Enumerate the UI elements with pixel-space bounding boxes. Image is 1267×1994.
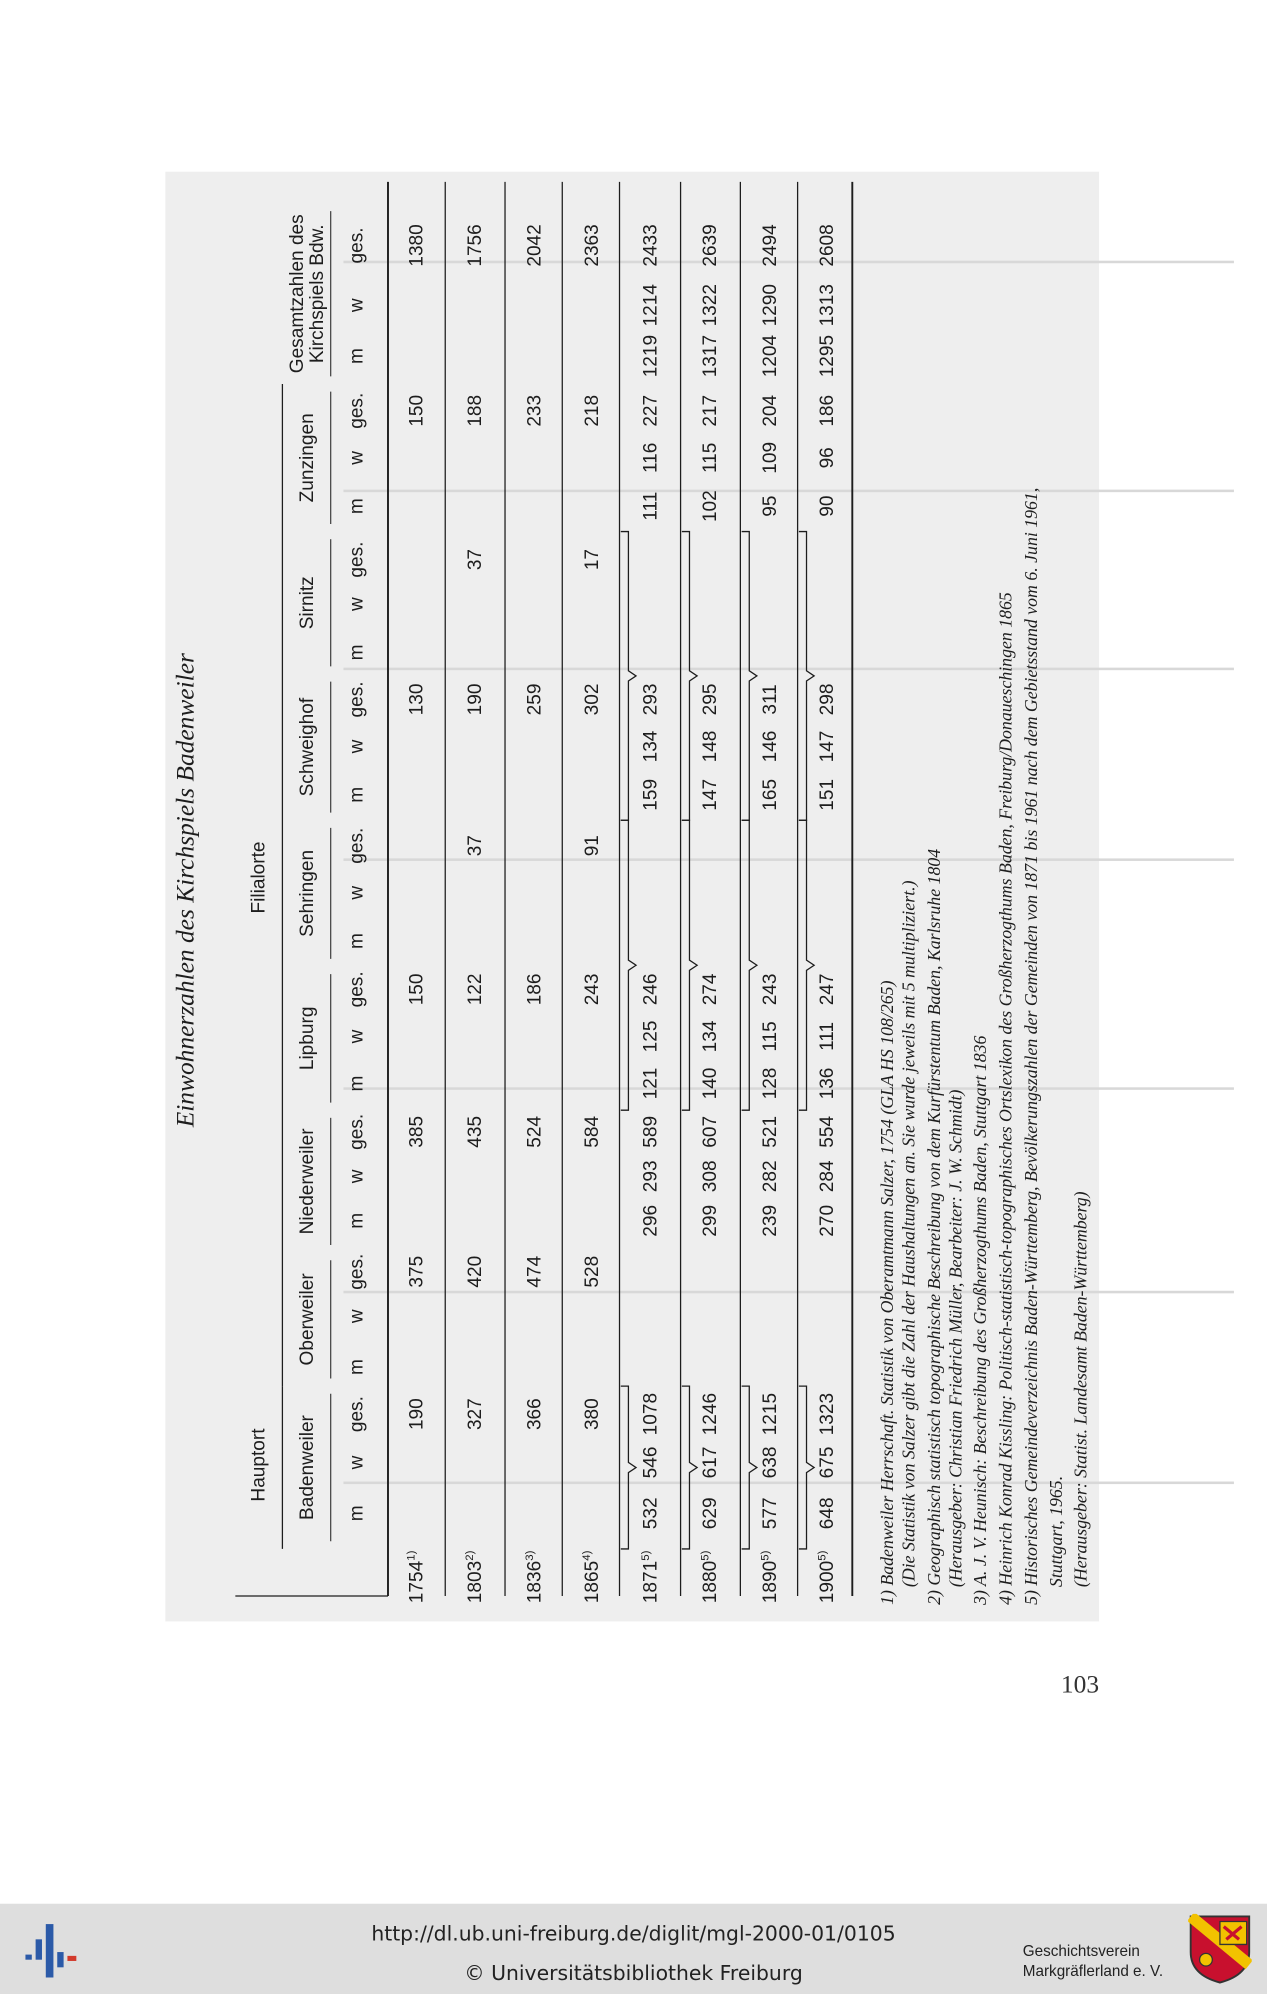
cell-lip-m: 140 xyxy=(700,1067,722,1100)
footer-bar xyxy=(0,1904,1267,1994)
cell-zun-m: 95 xyxy=(759,495,781,517)
coat-of-arms-icon xyxy=(1188,1914,1252,1985)
merge-bracket xyxy=(799,532,814,821)
cell-schw-g: 302 xyxy=(581,683,603,716)
row-year-1836: 1836$^{3)}$ xyxy=(524,1550,546,1604)
subheader-m: m xyxy=(346,1359,368,1376)
row-year-1880: 1880$^{5)}$ xyxy=(699,1550,722,1604)
subheader-m: m xyxy=(346,1075,368,1092)
row-footnote-ref: 5) xyxy=(639,1550,652,1561)
subheader-ges: ges. xyxy=(346,1253,368,1290)
cell-lip-w: 115 xyxy=(759,1021,781,1052)
row-footnote-ref: 4) xyxy=(581,1550,594,1561)
org-name-line1: Geschichtsverein xyxy=(1022,1941,1140,1960)
subheader-w: w xyxy=(346,1455,368,1470)
cell-lip-g: 243 xyxy=(581,973,603,1006)
cell-ges-m: 1317 xyxy=(700,334,722,378)
cell-ges-w: 1313 xyxy=(817,284,839,327)
cell-lip-w: 111 xyxy=(817,1021,839,1051)
cell-nieder-g: 584 xyxy=(581,1115,603,1148)
cell-ober-g: 528 xyxy=(581,1255,603,1288)
column-header-sir: Sirnitz xyxy=(296,576,318,630)
cell-ges-m: 1204 xyxy=(759,334,781,378)
cell-ges-w: 1322 xyxy=(700,284,722,327)
cell-ges-m: 1295 xyxy=(817,334,839,378)
footnote-1: 1) Badenweiler Herrschaft. Statistik von Oberamtmann Salzer, 1754 (GLA HS 108/265) xyxy=(877,980,898,1605)
merge-bracket xyxy=(621,820,636,1110)
org-name-line2: Markgräflerland e. V. xyxy=(1022,1962,1164,1981)
cell-zun-m: 102 xyxy=(700,490,722,523)
cell-zun-g: 188 xyxy=(464,394,486,427)
row-footnote-ref: 5) xyxy=(699,1550,712,1561)
cell-ges-g: 1756 xyxy=(464,224,486,267)
cell-lip-w: 134 xyxy=(700,1020,722,1053)
row-year-1871: 1871$^{5)}$ xyxy=(639,1550,662,1604)
cell-nieder-m: 299 xyxy=(700,1204,722,1237)
cell-ges-m: 1219 xyxy=(640,334,662,378)
subheader-m: m xyxy=(346,498,368,515)
cell-nieder-m: 296 xyxy=(640,1204,662,1237)
merge-bracket xyxy=(799,820,814,1110)
cell-nieder-g: 435 xyxy=(464,1115,486,1148)
cell-bad-w: 617 xyxy=(700,1446,722,1479)
column-header-nieder: Niederweiler xyxy=(296,1128,318,1235)
cell-bad-w: 546 xyxy=(640,1446,662,1479)
footnote-9: (Herausgeber: Statist. Landesamt Baden-Württemberg) xyxy=(1070,1191,1091,1588)
cell-sir-g: 37 xyxy=(464,548,486,571)
cell-lip-g: 247 xyxy=(817,973,839,1006)
row-footnote-ref: 5) xyxy=(816,1550,829,1561)
footnote-8: Stuttgart, 1965. xyxy=(1046,1475,1067,1588)
cell-schw-g: 298 xyxy=(817,683,839,716)
subheader-w: w xyxy=(346,1029,368,1044)
cell-ges-g: 1380 xyxy=(406,224,428,267)
cell-lip-m: 121 xyxy=(640,1067,662,1100)
footer-url-link[interactable]: http://dl.ub.uni-freiburg.de/diglit/mgl-2000-01/0105 xyxy=(371,1921,896,1946)
cell-zun-w: 115 xyxy=(700,442,722,474)
cell-nieder-g: 524 xyxy=(524,1115,546,1148)
footnote-7: 5) Historisches Gemeindeverzeichnis Baden-Württemberg, Bevölkerungszahlen der Gemeinden von 1871 bis 1961 nach dem Gebietsstand vom 6. Juni 1961, xyxy=(1020,487,1041,1605)
subheader-m: m xyxy=(346,644,368,661)
cell-ober-g: 375 xyxy=(406,1255,428,1288)
cell-lip-g: 186 xyxy=(524,973,546,1006)
cell-lip-m: 136 xyxy=(817,1067,839,1100)
column-header-gesamt-line2: Kirchspiels Bdw. xyxy=(307,224,329,364)
cell-schw-w: 134 xyxy=(640,730,662,763)
cell-bad-w: 675 xyxy=(817,1446,839,1479)
cell-bad-m: 629 xyxy=(700,1497,722,1530)
subheader-ges: ges. xyxy=(346,827,368,864)
cell-seh-g: 37 xyxy=(464,835,486,857)
org-name xyxy=(1023,1941,1163,1982)
subheader-ges: ges. xyxy=(346,681,368,718)
cell-nieder-w: 293 xyxy=(640,1160,662,1193)
footnote-6: 4) Heinrich Konrad Kissling: Politisch-statistisch-topographisches Ortslexikon des Großherzogthums Baden, Freiburg/Donaueschingen 1865 xyxy=(995,592,1016,1605)
cell-bad-g: 1078 xyxy=(640,1392,662,1436)
row-footnote-ref: 1) xyxy=(405,1550,418,1561)
merge-bracket xyxy=(682,820,697,1110)
cell-schw-g: 295 xyxy=(700,683,722,716)
cell-bad-g: 1246 xyxy=(700,1392,722,1436)
footnote-4: (Herausgeber: Christian Friedrich Müller, Bearbeiter: J. W. Schmidt) xyxy=(945,1089,966,1588)
cell-lip-g: 246 xyxy=(640,973,662,1006)
cell-zun-g: 204 xyxy=(759,394,781,427)
subheader-w: w xyxy=(346,885,368,900)
row-year-1803: 1803$^{2)}$ xyxy=(464,1550,486,1604)
cell-zun-w: 96 xyxy=(817,447,839,469)
cell-zun-m: 90 xyxy=(817,495,839,517)
subheader-m: m xyxy=(346,1505,368,1522)
merge-bracket xyxy=(742,820,757,1110)
cell-nieder-g: 554 xyxy=(817,1115,839,1148)
cell-lip-g: 243 xyxy=(759,973,781,1006)
cell-ges-g: 2639 xyxy=(700,224,722,267)
cell-lip-m: 128 xyxy=(759,1067,781,1100)
cell-lip-w: 125 xyxy=(640,1020,662,1053)
subheader-ges: ges. xyxy=(346,971,368,1008)
cell-schw-m: 147 xyxy=(700,778,722,811)
row-year-1754: 1754$^{1)}$ xyxy=(405,1550,428,1604)
cell-lip-g: 274 xyxy=(700,973,722,1006)
cell-nieder-g: 589 xyxy=(640,1115,662,1148)
subheader-m: m xyxy=(346,348,368,365)
cell-nieder-w: 282 xyxy=(759,1160,781,1193)
row-footnote-ref: 3) xyxy=(524,1550,537,1561)
cell-zun-g: 233 xyxy=(524,394,546,427)
cell-schw-w: 147 xyxy=(817,730,839,763)
cell-bad-m: 648 xyxy=(817,1497,839,1530)
cell-zun-w: 109 xyxy=(759,441,781,474)
cell-nieder-m: 239 xyxy=(759,1204,781,1237)
cell-nieder-w: 284 xyxy=(817,1160,839,1193)
merge-bracket xyxy=(742,532,757,821)
subheader-w: w xyxy=(346,1309,368,1324)
subheader-m: m xyxy=(346,786,368,803)
subheader-ges: ges. xyxy=(346,541,368,578)
cell-ober-g: 474 xyxy=(524,1255,546,1288)
merge-bracket xyxy=(682,1386,697,1549)
cell-schw-m: 159 xyxy=(640,778,662,811)
cell-nieder-m: 270 xyxy=(817,1204,839,1237)
cell-zun-w: 116 xyxy=(640,442,662,474)
row-footnote-ref: 5) xyxy=(759,1550,772,1561)
column-header-lip: Lipburg xyxy=(296,1006,318,1071)
cell-bad-g: 190 xyxy=(406,1398,428,1431)
footnote-3: 2) Geographisch statistisch topographische Beschreibung von dem Kurfürstentum Baden, Karlsruhe 1804 xyxy=(924,848,945,1605)
cell-lip-g: 122 xyxy=(464,973,486,1006)
subheader-w: w xyxy=(346,739,368,754)
cell-bad-m: 577 xyxy=(759,1497,781,1530)
cell-schw-w: 148 xyxy=(700,730,722,763)
cell-lip-g: 150 xyxy=(406,973,428,1006)
subheader-m: m xyxy=(346,1212,368,1229)
merge-bracket xyxy=(799,1386,814,1549)
table-title: Einwohnerzahlen des Kirchspiels Badenweiler xyxy=(170,653,200,1128)
group-header-filialorte: Filialorte xyxy=(248,841,270,914)
cell-ges-g: 2433 xyxy=(640,224,662,267)
row-year-1865: 1865$^{4)}$ xyxy=(581,1550,603,1604)
cell-schw-g: 259 xyxy=(524,683,546,716)
column-header-bad: Badenweiler xyxy=(296,1415,318,1520)
row-year-1890: 1890$^{5)}$ xyxy=(759,1550,781,1604)
page-number: 103 xyxy=(1060,1671,1100,1699)
cell-nieder-g: 521 xyxy=(759,1115,781,1148)
cell-nieder-g: 385 xyxy=(406,1115,428,1148)
cell-bad-g: 366 xyxy=(524,1398,546,1431)
merge-bracket xyxy=(621,532,636,821)
column-header-gesamt-line1: Gesamtzahlen des xyxy=(286,214,308,374)
subheader-ges: ges. xyxy=(346,1113,368,1150)
footer-copyright: © Universitätsbibliothek Freiburg xyxy=(464,1960,803,1986)
cell-nieder-g: 607 xyxy=(700,1115,722,1148)
cell-bad-g: 1215 xyxy=(759,1392,781,1436)
merge-bracket xyxy=(682,532,697,821)
cell-ges-g: 2363 xyxy=(581,224,603,267)
merge-bracket xyxy=(742,1386,757,1549)
column-header-schw: Schweighof xyxy=(296,697,318,797)
subheader-w: w xyxy=(346,450,368,465)
subheader-w: w xyxy=(346,298,368,313)
cell-schw-g: 311 xyxy=(759,684,781,715)
cell-bad-g: 380 xyxy=(581,1398,603,1431)
cell-bad-g: 1323 xyxy=(817,1392,839,1436)
subheader-m: m xyxy=(346,933,368,950)
cell-seh-g: 91 xyxy=(581,835,603,857)
footnote-5: 3) A. J. V. Heunisch: Beschreibung des Großherzogthums Baden, Stuttgart 1836 xyxy=(969,1035,990,1605)
cell-ober-g: 420 xyxy=(464,1255,486,1288)
cell-zun-m: 111 xyxy=(640,491,662,521)
cell-zun-g: 186 xyxy=(817,394,839,427)
subheader-ges: ges. xyxy=(346,1396,368,1433)
footnote-2: (Die Statistik von Salzer gibt die Zahl der Haushaltungen an. Sie wurde jeweils mit 5 multipliziert.) xyxy=(898,880,919,1588)
column-header-ober: Oberweiler xyxy=(296,1273,318,1366)
row-footnote-ref: 2) xyxy=(464,1550,477,1561)
cell-sir-g: 17 xyxy=(581,548,603,571)
column-header-zun: Zunzingen xyxy=(296,413,318,503)
cell-zun-g: 217 xyxy=(700,394,722,427)
cell-schw-g: 130 xyxy=(406,683,428,716)
merge-bracket xyxy=(621,1386,636,1549)
cell-ges-g: 2608 xyxy=(817,224,839,267)
cell-bad-m: 532 xyxy=(640,1497,662,1530)
cell-schw-g: 293 xyxy=(640,683,662,716)
cell-schw-m: 151 xyxy=(817,778,839,811)
cell-schw-g: 190 xyxy=(464,683,486,716)
cell-zun-g: 150 xyxy=(406,394,428,427)
cell-schw-w: 146 xyxy=(759,730,781,763)
group-header-hauptort: Hauptort xyxy=(248,1428,270,1502)
cell-zun-g: 227 xyxy=(640,394,662,427)
subheader-ges: ges. xyxy=(346,392,368,429)
cell-zun-g: 218 xyxy=(581,394,603,427)
cell-nieder-w: 308 xyxy=(700,1160,722,1193)
cell-ges-w: 1290 xyxy=(759,284,781,327)
column-header-seh: Sehringen xyxy=(296,849,318,937)
cell-schw-m: 165 xyxy=(759,778,781,811)
cell-ges-g: 2494 xyxy=(759,224,781,267)
subheader-w: w xyxy=(346,597,368,611)
cell-bad-g: 327 xyxy=(464,1398,486,1431)
cell-ges-g: 2042 xyxy=(524,224,546,267)
cell-ges-w: 1214 xyxy=(640,284,662,327)
cell-bad-w: 638 xyxy=(759,1446,781,1479)
subheader-ges: ges. xyxy=(346,227,368,264)
row-year-1900: 1900$^{5)}$ xyxy=(816,1550,839,1604)
subheader-w: w xyxy=(346,1169,368,1184)
